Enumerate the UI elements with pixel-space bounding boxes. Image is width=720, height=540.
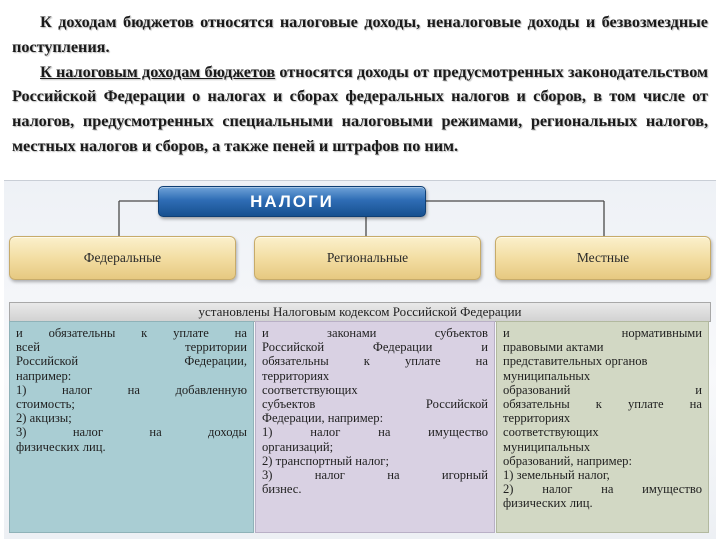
description-line: соответствующих xyxy=(503,425,599,440)
description-line: представительных органов xyxy=(503,354,648,369)
description-line: 1) налог на имущество xyxy=(262,425,488,440)
tax-revenues-definition: относятся доходы от предусмотренных законодательством Российской Федерации о налогах и сборах федеральных налогов и сборов, в том числе от налогов, предусмотренных специальными налоговыми режимами, региональных налогов, местных налогов и сборов, а также пеней и штрафов по ним. xyxy=(12,62,709,155)
description-line: соответствующих xyxy=(262,382,358,397)
description-line: бизнес. xyxy=(262,482,302,497)
description-line: 3) налог на игорный xyxy=(262,468,488,483)
description-line: муниципальных xyxy=(503,368,591,383)
description-line: и законами субъектов xyxy=(262,326,488,340)
description-line: территориях xyxy=(262,368,330,383)
description-line: Российской Федерации, xyxy=(16,354,247,369)
description-line: 2) транспортный налог; xyxy=(262,453,389,468)
federal-taxes-box: Федеральные xyxy=(9,236,236,280)
description-line: образований и xyxy=(503,382,702,397)
description-line: правовыми актами xyxy=(503,340,604,355)
description-line: образований, например: xyxy=(503,453,632,468)
description-line: например: xyxy=(16,368,72,383)
description-line: и обязательны к уплате на xyxy=(16,326,247,340)
intro-text xyxy=(12,10,708,159)
description-line: субъектов Российской xyxy=(262,397,488,412)
description-line: и нормативными xyxy=(503,326,702,340)
description-line: муниципальных xyxy=(503,439,591,454)
local-taxes-box: Местные xyxy=(495,236,711,280)
description-line: Российской Федерации и xyxy=(262,340,488,355)
description-line: 1) налог на добавленную xyxy=(16,382,247,397)
taxes-header: НАЛОГИ xyxy=(158,186,426,217)
description-line: обязательны к уплате на xyxy=(262,354,488,369)
intro-paragraph-2 xyxy=(12,60,708,159)
description-line: 2) налог на имущество xyxy=(503,482,702,497)
description-line: стоимость; xyxy=(16,397,75,412)
federal-taxes-description xyxy=(9,321,254,533)
description-line: 3) налог на доходы xyxy=(16,425,247,440)
description-line: физических лиц. xyxy=(16,439,106,454)
description-line: 1) земельный налог, xyxy=(503,468,610,483)
tax-revenues-term: К налоговым доходам бюджетов xyxy=(40,62,276,81)
regional-taxes-box: Региональные xyxy=(254,236,481,280)
established-by-tax-code-bar: установлены Налоговым кодексом Российской Федерации xyxy=(9,302,711,322)
local-taxes-description xyxy=(496,321,709,533)
description-line: обязательны к уплате на xyxy=(503,397,702,412)
intro-paragraph-1: К доходам бюджетов относятся налоговые доходы, неналоговые доходы и безвозмездные поступления. xyxy=(12,13,708,56)
taxes-diagram xyxy=(4,180,716,539)
description-line: физических лиц. xyxy=(503,496,593,511)
regional-taxes-description xyxy=(255,321,495,533)
description-line: всей территории xyxy=(16,340,247,355)
description-line: территориях xyxy=(503,411,571,426)
description-line: организаций; xyxy=(262,439,334,454)
description-line: Федерации, например: xyxy=(262,411,384,426)
description-line: 2) акцизы; xyxy=(16,411,72,426)
